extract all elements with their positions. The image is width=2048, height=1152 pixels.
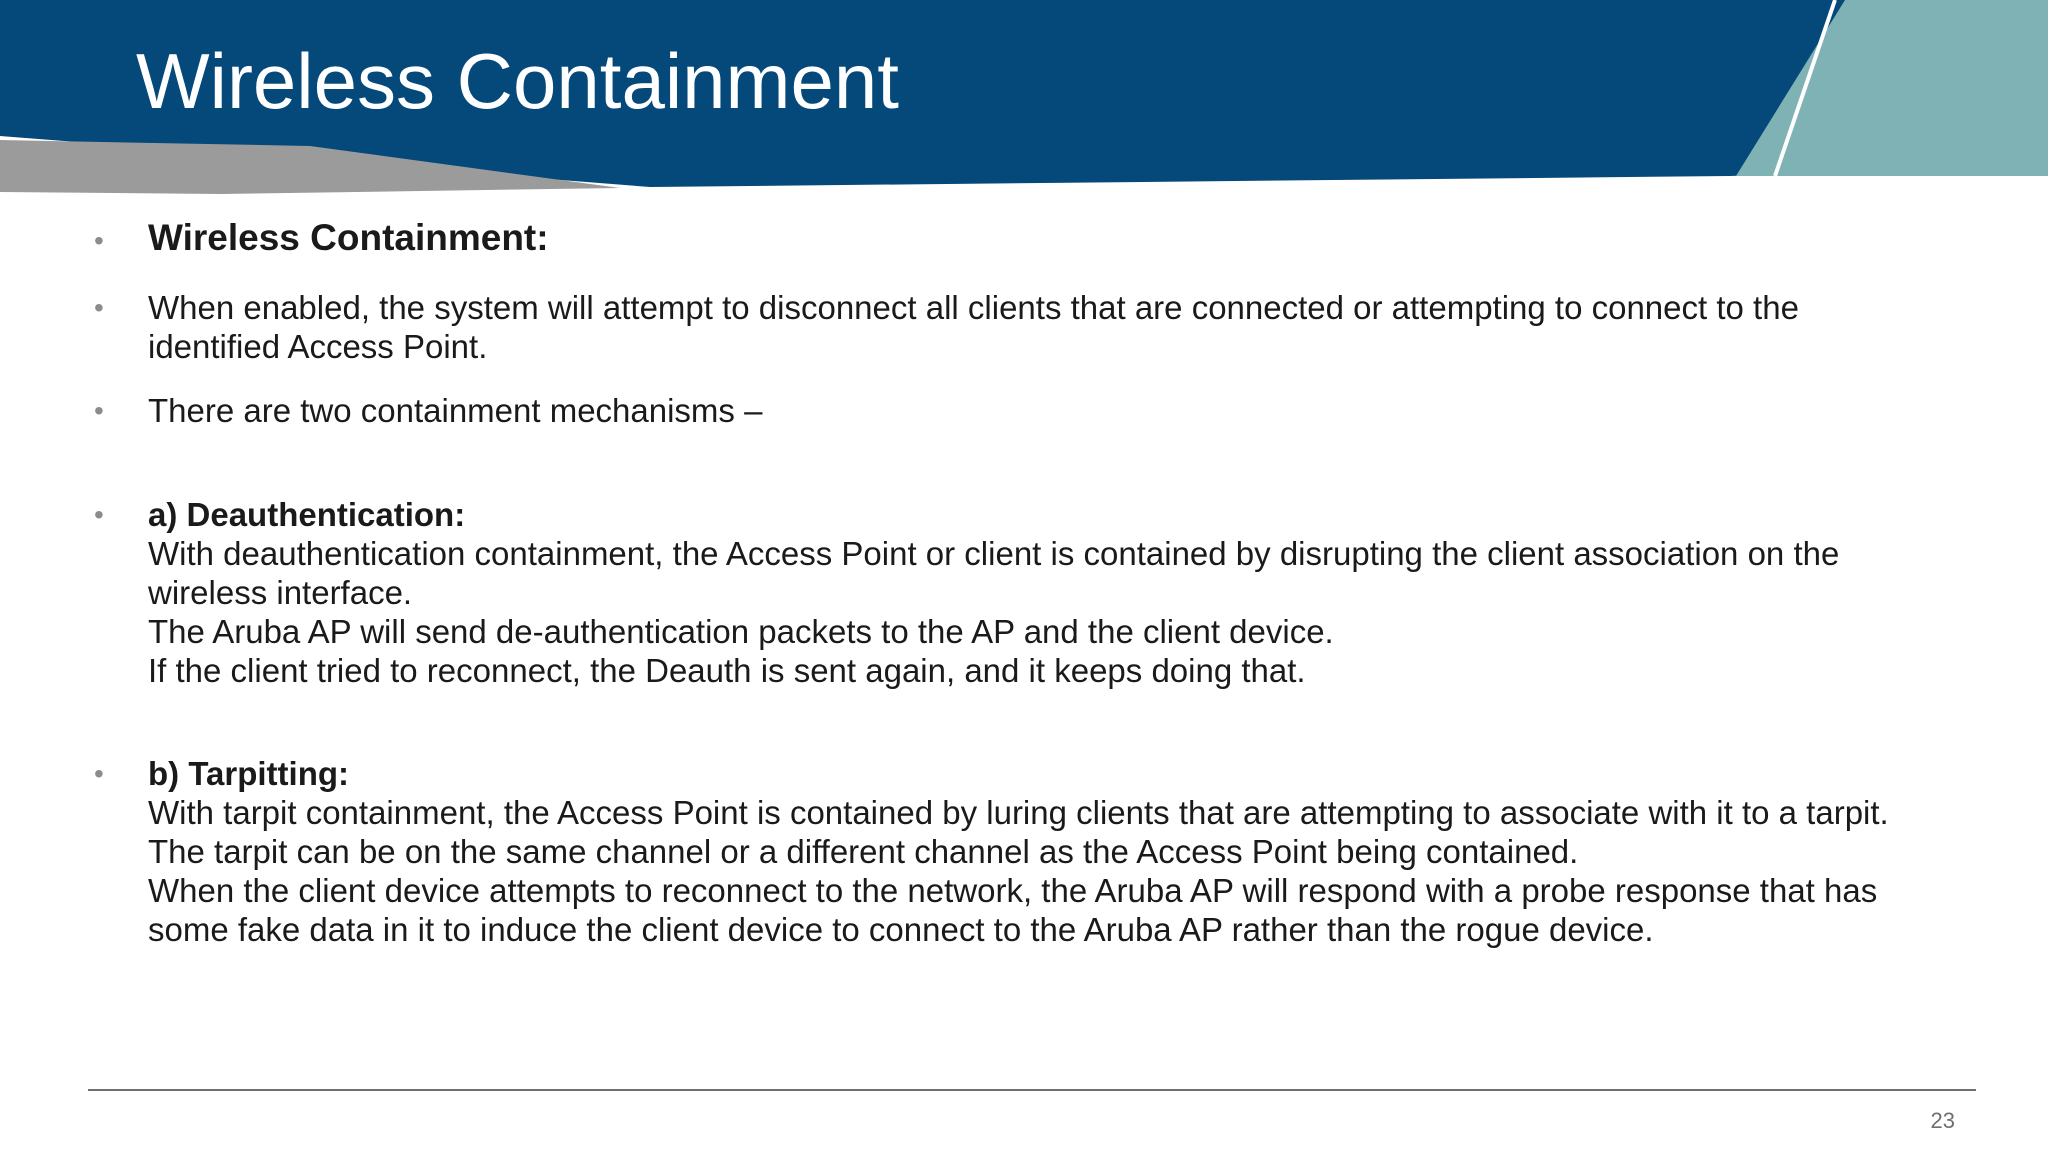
paragraph-line: wireless interface. bbox=[148, 574, 413, 611]
bullet-paragraph bbox=[148, 391, 1988, 430]
tarpitting-section bbox=[148, 754, 1988, 949]
bullet-marker: • bbox=[94, 292, 104, 323]
subsection-heading: b) Tarpitting: bbox=[148, 755, 349, 792]
paragraph-line: If the client tried to reconnect, the Deauth is sent again, and it keeps doing that. bbox=[148, 652, 1306, 689]
bullet-paragraph bbox=[148, 288, 1988, 366]
paragraph-line: identified Access Point. bbox=[148, 328, 488, 365]
bullet-marker: • bbox=[94, 395, 104, 426]
paragraph-line: When the client device attempts to reconnect to the network, the Aruba AP will respond with a probe response that has bbox=[148, 872, 1878, 909]
paragraph-line: With tarpit containment, the Access Point is contained by luring clients that are attempting to associate with it to a tarpit. bbox=[148, 794, 1889, 831]
paragraph-line: When enabled, the system will attempt to disconnect all clients that are connected or attempting to connect to the bbox=[148, 289, 1799, 326]
paragraph-line: The Aruba AP will send de-authentication packets to the AP and the client device. bbox=[148, 613, 1334, 650]
footer-divider bbox=[88, 1089, 1976, 1091]
page-number: 23 bbox=[1930, 1108, 1955, 1133]
paragraph-line: some fake data in it to induce the client device to connect to the Aruba AP rather than the rogue device. bbox=[148, 911, 1654, 948]
bullet-heading bbox=[148, 215, 1988, 260]
bullet-marker: • bbox=[94, 499, 104, 530]
deauthentication-section bbox=[148, 495, 1988, 690]
slide-title: Wireless Containment bbox=[136, 37, 899, 125]
paragraph-line: With deauthentication containment, the Access Point or client is contained by disrupting the client association on the bbox=[148, 535, 1840, 572]
paragraph-line: There are two containment mechanisms – bbox=[148, 392, 763, 429]
subsection-heading: a) Deauthentication: bbox=[148, 496, 466, 533]
paragraph-line: The tarpit can be on the same channel or a different channel as the Access Point being contained. bbox=[148, 833, 1579, 870]
bullet-marker: • bbox=[94, 225, 104, 256]
section-heading: Wireless Containment: bbox=[148, 217, 549, 258]
bullet-marker: • bbox=[94, 758, 104, 789]
